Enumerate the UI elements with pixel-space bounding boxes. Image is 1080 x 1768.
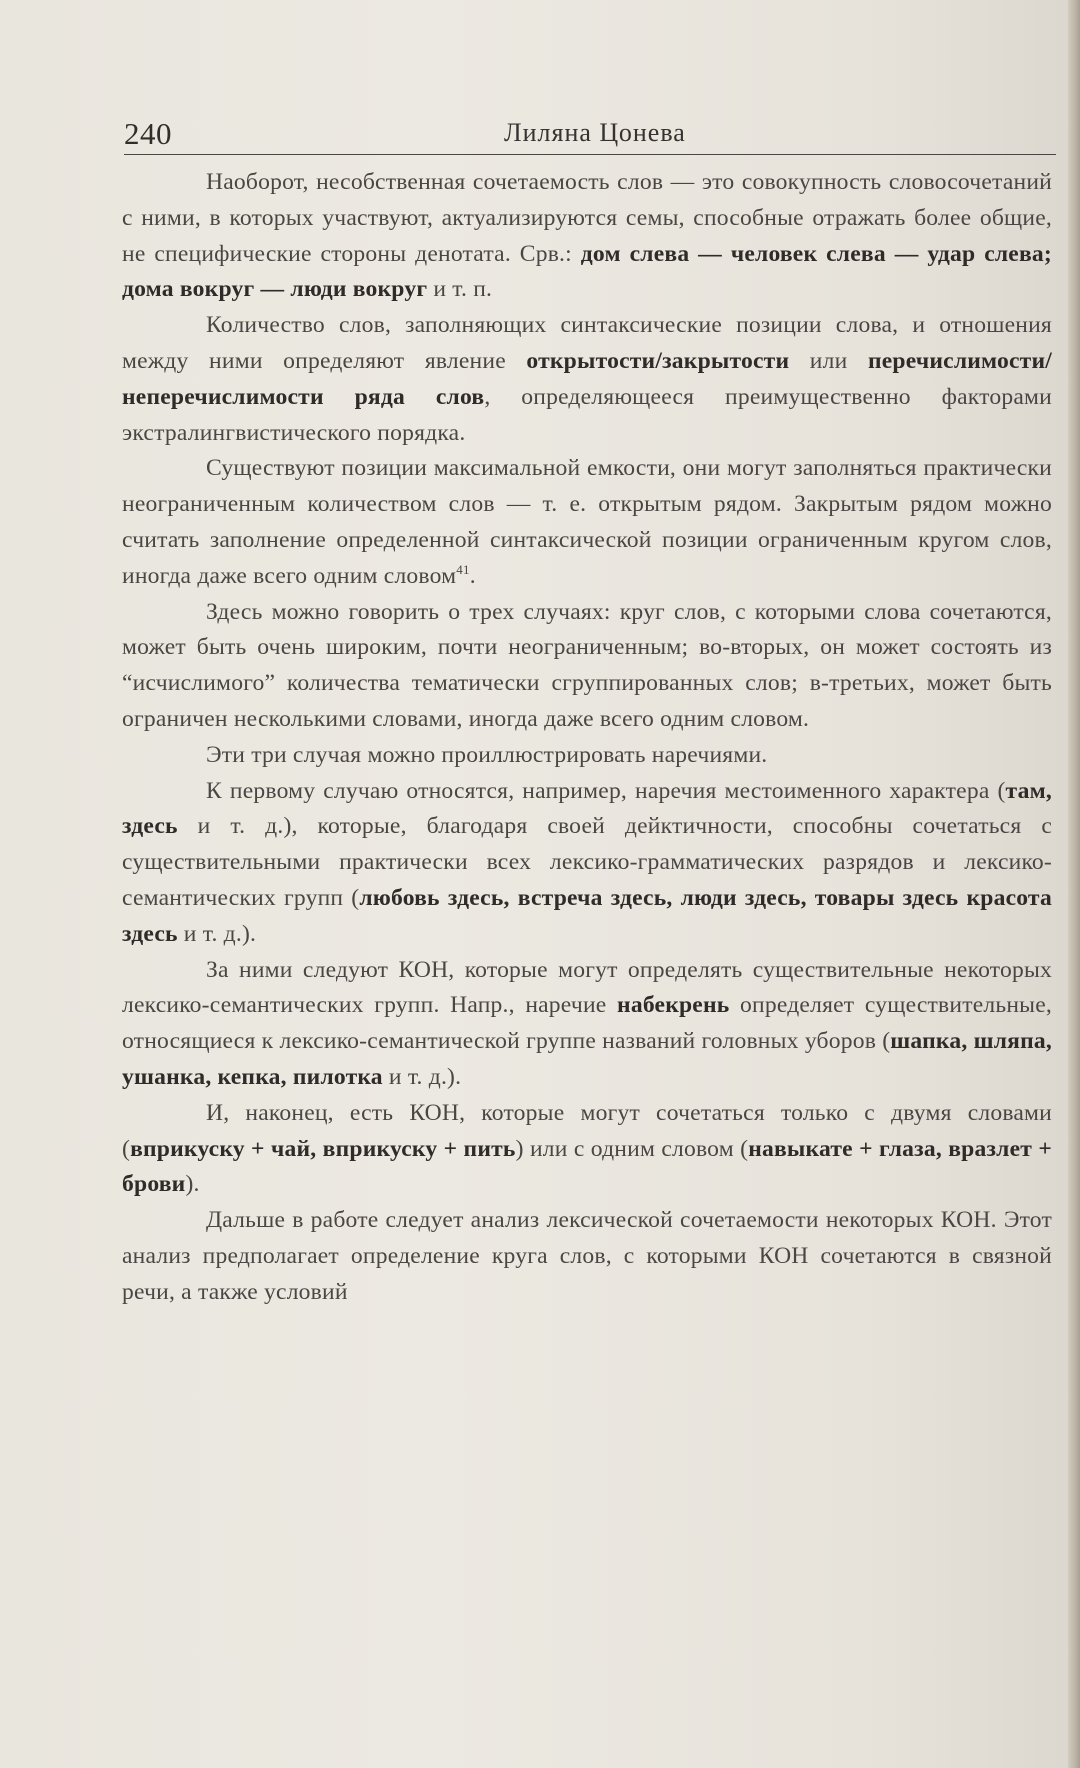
separator: , [935,1135,949,1162]
separator: , [666,884,681,911]
example-phrase: товары здесь [814,884,959,911]
paragraph [122,774,1052,953]
example-phrase: любовь здесь [359,884,504,911]
example-phrase: вразлет + брови [122,1135,1052,1198]
example-phrase: навыкате + глаза [748,1135,936,1162]
text-run: Количество слов, заполняющих синтаксические позиции слова, и отношения между ними определяют явление [122,312,1052,374]
example-phrase: дом слева [580,240,690,267]
separator: , [503,884,518,911]
body-text [122,165,1052,1311]
separator: , [280,1063,293,1090]
text-run: и т. д.). [382,1063,462,1090]
text-run: Существуют позиции максимальной емкости, они могут заполняться практически неограниченным количеством слов — т. е. открытым рядом. Закрытым рядом можно считать заполнение определенной синтаксической позиции ограниченным кругом слов, иногда даже всего одним словом [122,455,1052,589]
text-run: Дальше в работе следует анализ лексической сочетаемости некоторых КОН. Этот анализ предполагает определение круга слов, с которыми КОН сочетаются в связной речи, а также условий [122,1207,1052,1305]
paragraph [122,1096,1052,1203]
example-phrase: люди вокруг [290,276,428,303]
text-run: К первому случаю относятся, например, наречия местоименного характера ( [206,777,1006,804]
footnote-mark: 41 [456,561,470,577]
separator: , [800,884,815,911]
running-title: Лиляна Цонева [504,118,686,147]
dash: — [885,240,928,267]
term: перечислимости/неперечислимости ряда слов [122,347,1053,410]
example-phrase: здесь [122,813,178,840]
separator: , [1045,1028,1053,1055]
paragraph [122,595,1052,738]
example-phrase: дома вокруг [122,276,255,303]
text-run: За ними следуют КОН, которые могут определять существительные некоторых лексико-семантических групп. Напр., наречие [122,956,1052,1019]
example-phrase: вприкуску + чай [130,1135,311,1162]
text-run: определяет существительные, относящиеся к лексико-семантической группе названий головных уборов ( [122,992,1052,1055]
paragraph [122,165,1052,308]
text-run: ). [185,1171,200,1198]
text-run: , определяющееся преимущественно факторами экстралингвистического порядка. [122,383,1052,446]
example-phrase: встреча здесь [517,884,667,911]
example-word: шапка [890,1028,962,1055]
text-run: и т. п. [427,276,493,303]
text-run: Здесь можно говорить о трех случаях: круг слов, с которыми слова сочетаются, может быть очень широким, почти неограниченным; во-вторых, он может состоять из “исчислимого” количества тематически сгруппированных слов; в-третьих, может быть ограничен несколькими словами, иногда даже всего одним словом. [122,598,1052,732]
separator: , [310,1135,323,1162]
example-phrase: человек слева [730,240,886,267]
text-run: Наоборот, несобственная сочетаемость слов — это совокупность словосочетаний с ними, в которых участвуют, актуализируются семы, способные отражать более общие, не специфические стороны денотата. Срв.: [122,169,1052,267]
example-phrase: красота здесь [122,884,1052,947]
example-phrase: удар слева [927,240,1044,267]
text-run: и т. д.). [177,920,257,947]
example-word: шляпа [973,1028,1046,1055]
term: открытости/закрытости [526,347,790,374]
example-phrase: люди здесь [680,884,801,911]
example-word: ушанка [122,1063,206,1090]
paragraph [122,451,1052,594]
example-phrase: там [1005,777,1046,804]
running-header [124,112,1056,155]
separator: ; [1043,240,1052,267]
text-run: . [469,562,476,589]
paragraph [122,1203,1052,1310]
dash: — [254,276,291,303]
text-run: ) или с одним словом ( [515,1135,749,1162]
page-number: 240 [124,116,172,151]
example-word: набекрень [617,992,730,1019]
example-word: пилотка [292,1063,383,1090]
paragraph [122,308,1052,451]
separator: , [205,1063,218,1090]
text-run: И, наконец, есть КОН, которые могут сочетаться только с двумя словами ( [122,1099,1052,1162]
paragraph [122,953,1052,1096]
paragraph [122,738,1052,774]
page-edge [1068,0,1080,1768]
text-run: Эти три случая можно проиллюстрировать наречиями. [206,741,768,768]
dash: — [689,240,731,267]
text-run: и т. д.), которые, благодаря своей дейктичности, способны сочетаться с существительными практически всех лексико-грамматических разрядов и лексико-семантических групп ( [122,813,1052,911]
example-word: кепка [217,1063,281,1090]
separator: , [961,1028,974,1055]
separator: , [1045,777,1052,804]
example-phrase: вприкуску + пить [322,1135,516,1162]
text-run: или [789,347,868,374]
